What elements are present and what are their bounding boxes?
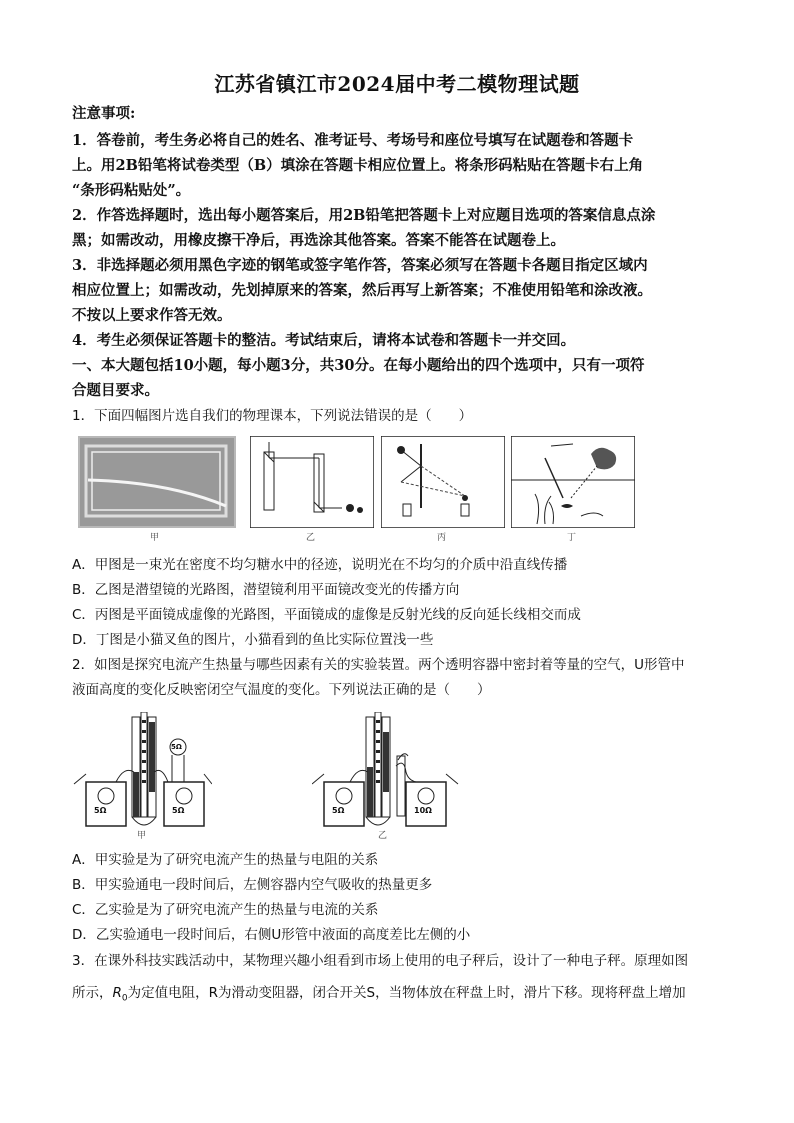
text-segment: 为定值电阻，R为滑动变阻器，闭合开关S，当物体放在秤盘上时，滑片下移。现将秤盘上增加: [127, 985, 686, 1001]
resistor-label: 5Ω: [332, 806, 345, 815]
note-line: 上。用2B铅笔将试卷类型（B）填涂在答题卡相应位置上。将条形码粘贴在答题卡右上角: [72, 157, 644, 174]
section-heading: 合题目要求。: [72, 382, 159, 399]
resistor-label: 10Ω: [414, 806, 432, 815]
resistor-label: 5Ω: [172, 806, 185, 815]
section-heading: 一、本大题包括10小题，每小题3分，共30分。在每小题给出的四个选项中，只有一项符: [72, 357, 645, 374]
question-1-option-c: C．丙图是平面镜成虚像的光路图，平面镜成的虚像是反射光线的反向延长线相交而成: [72, 607, 581, 623]
resistor-label: 5Ω: [94, 806, 107, 815]
question-1-option-a: A．甲图是一束光在密度不均匀糖水中的径迹，说明光在不均匀的介质中沿直线传播: [72, 557, 568, 573]
figure-yi: [250, 436, 374, 532]
question-2-stem: 2．如图是探究电流产生热量与哪些因素有关的实验装置。两个透明容器中密封着等量的空气，U形管中: [72, 657, 685, 673]
text-segment: 所示，: [72, 985, 113, 1001]
figure-caption: 丁: [567, 533, 577, 543]
figure-caption: 乙: [378, 831, 388, 841]
note-line: 相应位置上；如需改动，先划掉原来的答案，然后再写上新答案；不准使用铅笔和涂改液。: [72, 282, 652, 299]
note-line: 4．考生必须保证答题卡的整洁。考试结束后，请将本试卷和答题卡一并交回。: [72, 332, 576, 349]
r0-symbol: R: [112, 985, 122, 1001]
note-line: 不按以上要求作答无效。: [72, 307, 232, 324]
figure-caption: 甲: [150, 533, 160, 543]
page-title: 江苏省镇江市2024届中考二模物理试题: [214, 72, 580, 96]
note-line: 黑；如需改动，用橡皮擦干净后，再选涂其他答案。答案不能答在试题卷上。: [72, 232, 565, 249]
question-1-option-d: D．丁图是小猫叉鱼的图片，小猫看到的鱼比实际位置浅一些: [72, 632, 434, 648]
notes-heading: 注意事项:: [72, 105, 136, 122]
question-2-option-d: D．乙实验通电一段时间后，右侧U形管中液面的高度差比左侧的小: [72, 927, 471, 943]
resistor-label: 5Ω: [171, 743, 182, 751]
question-1-stem: 1．下面四幅图片选自我们的物理课本，下列说法错误的是（ ）: [72, 408, 473, 424]
question-2-option-c: C．乙实验是为了研究电流产生的热量与电流的关系: [72, 902, 379, 918]
note-line: “条形码粘贴处”。: [72, 182, 191, 199]
figure-caption: 丙: [437, 533, 447, 543]
question-3-stem: 3．在课外科技实践活动中，某物理兴趣小组看到市场上使用的电子秤后，设计了一种电子秤。原理如图: [72, 953, 689, 969]
figure-caption: 乙: [306, 533, 316, 543]
note-line: 3．非选择题必须用黑色字迹的钢笔或签字笔作答，答案必须写在答题卡各题目指定区域内: [72, 257, 648, 274]
question-2-stem: 液面高度的变化反映密闭空气温度的变化。下列说法正确的是（ ）: [72, 682, 491, 698]
r0-subscript: 0: [121, 993, 128, 1004]
note-line: 2．作答选择题时，选出每小题答案后，用2B铅笔把答题卡上对应题目选项的答案信息点涂: [72, 207, 656, 224]
figure-q2-jia: [72, 712, 212, 841]
figure-ding: [511, 436, 635, 532]
figure-q2-yi: [312, 712, 462, 841]
figure-bing: [381, 436, 505, 532]
question-2-option-b: B．甲实验通电一段时间后，左侧容器内空气吸收的热量更多: [72, 877, 433, 893]
figure-jia: [78, 436, 236, 532]
figure-caption: 甲: [137, 831, 147, 841]
note-line: 1．答卷前，考生务必将自己的姓名、准考证号、考场号和座位号填写在试题卷和答题卡: [72, 132, 634, 149]
question-3-stem-continued: [72, 983, 722, 1009]
question-2-option-a: A．甲实验是为了研究电流产生的热量与电阻的关系: [72, 852, 379, 868]
question-1-option-b: B．乙图是潜望镜的光路图，潜望镜利用平面镜改变光的传播方向: [72, 582, 460, 598]
